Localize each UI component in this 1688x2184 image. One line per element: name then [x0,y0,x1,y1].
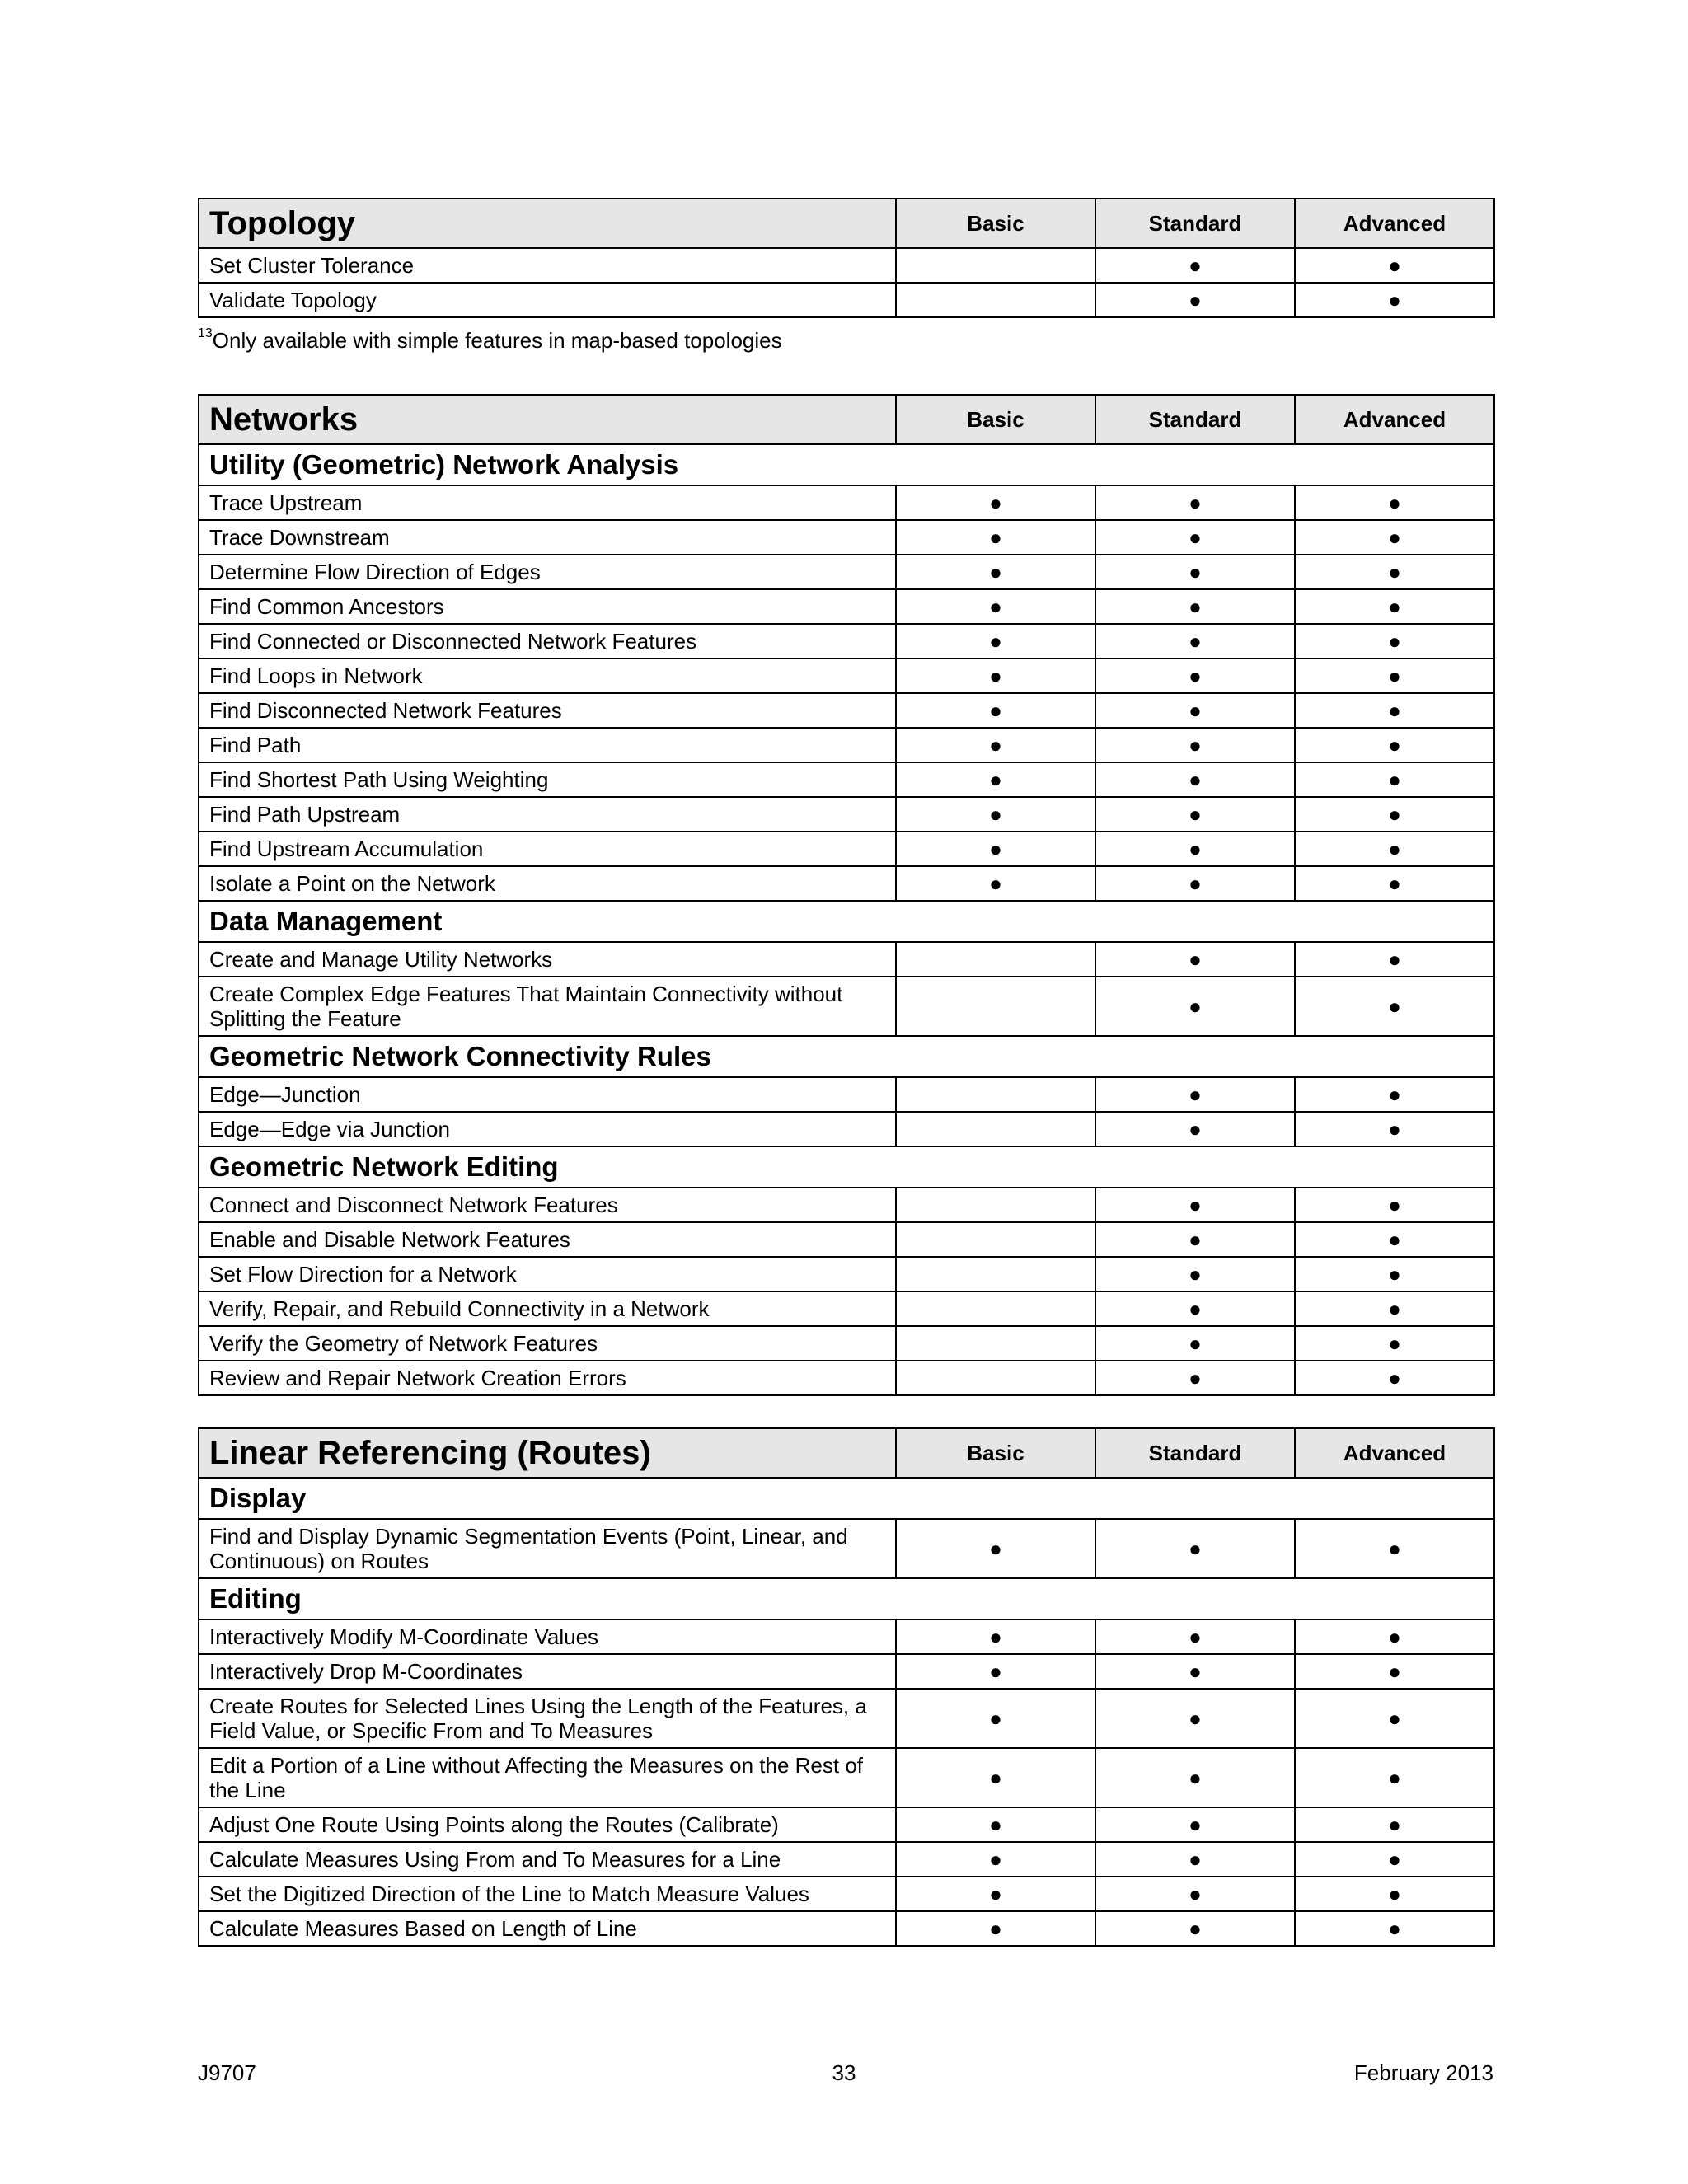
table-header-row [199,395,1494,444]
feature-label: Isolate a Point on the Network [199,866,896,901]
feature-label: Set Cluster Tolerance [199,248,896,283]
table-row [199,589,1494,624]
availability-dot: ● [989,490,1002,515]
availability-dot: ● [1189,1882,1202,1906]
table-row [199,866,1494,901]
table-row [199,1911,1494,1946]
availability-dot: ● [989,594,1002,619]
availability-cell-standard [1095,589,1295,624]
feature-label: Edit a Portion of a Line without Affecting the Measures on the Rest of the Line [199,1748,896,1807]
feature-table-2 [198,1427,1495,1947]
availability-cell-standard [1095,693,1295,728]
footnote [198,328,782,354]
table-row [199,797,1494,832]
availability-dot: ● [1388,733,1401,757]
availability-cell-basic [896,555,1095,589]
availability-cell-basic [896,1689,1095,1748]
availability-cell-advanced [1295,728,1494,762]
table-row [199,1519,1494,1578]
availability-dot: ● [989,1812,1002,1837]
table-row [199,1842,1494,1877]
availability-cell-basic [896,283,1095,317]
feature-label: Trace Downstream [199,520,896,555]
availability-cell-basic [896,658,1095,693]
feature-label: Edge—Edge via Junction [199,1112,896,1146]
availability-cell-basic [896,866,1095,901]
feature-label: Connect and Disconnect Network Features [199,1188,896,1222]
availability-cell-standard [1095,762,1295,797]
availability-cell-advanced [1295,1619,1494,1654]
availability-dot: ● [1388,698,1401,723]
availability-cell-standard [1095,1112,1295,1146]
table-row [199,520,1494,555]
feature-label: Find Disconnected Network Features [199,693,896,728]
availability-cell-advanced [1295,1077,1494,1112]
feature-label: Verify the Geometry of Network Features [199,1326,896,1361]
column-header-standard: Standard [1095,199,1295,248]
availability-cell-advanced [1295,283,1494,317]
availability-cell-standard [1095,1911,1295,1946]
availability-cell-advanced [1295,1222,1494,1257]
availability-dot: ● [1388,1765,1401,1790]
availability-dot: ● [1189,1331,1202,1356]
feature-label: Enable and Disable Network Features [199,1222,896,1257]
availability-dot: ● [1189,1624,1202,1649]
availability-cell-standard [1095,728,1295,762]
availability-cell-standard [1095,1291,1295,1326]
availability-cell-advanced [1295,1291,1494,1326]
feature-label: Create and Manage Utility Networks [199,942,896,977]
availability-cell-standard [1095,1807,1295,1842]
table-row [199,1291,1494,1326]
availability-dot: ● [1388,253,1401,278]
availability-cell-basic [896,1842,1095,1877]
availability-cell-basic [896,762,1095,797]
table-row [199,1689,1494,1748]
availability-cell-standard [1095,1361,1295,1395]
availability-cell-advanced [1295,797,1494,832]
feature-label: Edge—Junction [199,1077,896,1112]
footer-document-id: J9707 [198,2060,256,2085]
availability-dot: ● [1189,733,1202,757]
availability-dot: ● [1388,802,1401,827]
availability-dot: ● [1189,947,1202,972]
table-row [199,624,1494,658]
availability-cell-advanced [1295,977,1494,1036]
table-row [199,1361,1494,1395]
availability-cell-basic [896,485,1095,520]
availability-dot: ● [989,1765,1002,1790]
availability-dot: ● [1189,1765,1202,1790]
feature-label: Interactively Modify M-Coordinate Values [199,1619,896,1654]
feature-label: Find Shortest Path Using Weighting [199,762,896,797]
table-row [199,728,1494,762]
availability-cell-standard [1095,485,1295,520]
availability-dot: ● [989,871,1002,896]
availability-dot: ● [1388,1706,1401,1731]
availability-cell-basic [896,977,1095,1036]
table-row [199,1326,1494,1361]
availability-cell-advanced [1295,1257,1494,1291]
availability-cell-advanced [1295,248,1494,283]
availability-cell-advanced [1295,1519,1494,1578]
availability-cell-standard [1095,1877,1295,1911]
availability-cell-advanced [1295,942,1494,977]
availability-cell-standard [1095,1654,1295,1689]
feature-label: Adjust One Route Using Points along the Routes (Calibrate) [199,1807,896,1842]
availability-cell-advanced [1295,832,1494,866]
availability-cell-basic [896,1654,1095,1689]
availability-cell-advanced [1295,1112,1494,1146]
availability-cell-advanced [1295,1326,1494,1361]
table-row [199,283,1494,317]
availability-cell-advanced [1295,693,1494,728]
availability-dot: ● [1388,1847,1401,1872]
feature-label: Trace Upstream [199,485,896,520]
availability-dot: ● [1388,1882,1401,1906]
availability-dot: ● [989,560,1002,584]
section-heading-row [199,901,1494,942]
footnote-text: Only available with simple features in map-based topologies [212,328,782,353]
availability-cell-advanced [1295,1748,1494,1807]
availability-dot: ● [1189,1117,1202,1141]
availability-dot: ● [1189,1262,1202,1286]
availability-dot: ● [1189,1847,1202,1872]
table-row [199,485,1494,520]
availability-cell-basic [896,1519,1095,1578]
availability-dot: ● [1388,1227,1401,1252]
column-header-basic: Basic [896,1428,1095,1478]
feature-label: Find Path Upstream [199,797,896,832]
availability-cell-standard [1095,624,1295,658]
section-heading-row [199,1578,1494,1619]
availability-cell-standard [1095,977,1295,1036]
availability-cell-basic [896,1222,1095,1257]
availability-dot: ● [1189,629,1202,654]
feature-table-0 [198,198,1495,318]
availability-dot: ● [1388,663,1401,688]
availability-dot: ● [1388,1366,1401,1390]
feature-label: Interactively Drop M-Coordinates [199,1654,896,1689]
table-row [199,658,1494,693]
availability-cell-standard [1095,832,1295,866]
availability-cell-basic [896,1112,1095,1146]
availability-cell-standard [1095,1748,1295,1807]
availability-cell-advanced [1295,1911,1494,1946]
availability-dot: ● [1189,698,1202,723]
availability-cell-standard [1095,248,1295,283]
availability-cell-basic [896,728,1095,762]
availability-dot: ● [1189,1227,1202,1252]
availability-cell-advanced [1295,485,1494,520]
availability-cell-standard [1095,1222,1295,1257]
availability-cell-advanced [1295,658,1494,693]
availability-cell-advanced [1295,1689,1494,1748]
availability-dot: ● [1189,560,1202,584]
availability-dot: ● [989,1536,1002,1561]
availability-dot: ● [1189,1659,1202,1684]
table-row [199,1112,1494,1146]
availability-cell-advanced [1295,520,1494,555]
table-row [199,1222,1494,1257]
section-heading: Geometric Network Connectivity Rules [199,1036,1494,1077]
availability-dot: ● [1388,1916,1401,1941]
availability-dot: ● [1388,1536,1401,1561]
feature-label: Verify, Repair, and Rebuild Connectivity in a Network [199,1291,896,1326]
availability-dot: ● [1388,1624,1401,1649]
availability-dot: ● [989,1706,1002,1731]
availability-dot: ● [1189,1366,1202,1390]
availability-dot: ● [1189,994,1202,1019]
availability-dot: ● [1189,525,1202,550]
availability-dot: ● [1388,767,1401,792]
availability-cell-standard [1095,1257,1295,1291]
availability-cell-basic [896,589,1095,624]
table-row [199,248,1494,283]
availability-cell-advanced [1295,1361,1494,1395]
availability-dot: ● [1189,767,1202,792]
availability-dot: ● [1189,837,1202,861]
availability-dot: ● [1388,1659,1401,1684]
availability-cell-basic [896,1291,1095,1326]
availability-dot: ● [1189,871,1202,896]
table-row [199,1654,1494,1689]
section-heading: Data Management [199,901,1494,942]
feature-label: Find and Display Dynamic Segmentation Events (Point, Linear, and Continuous) on Routes [199,1519,896,1578]
availability-dot: ● [989,525,1002,550]
availability-cell-standard [1095,797,1295,832]
availability-cell-basic [896,520,1095,555]
availability-cell-standard [1095,1519,1295,1578]
feature-label: Find Path [199,728,896,762]
feature-label: Find Upstream Accumulation [199,832,896,866]
column-header-advanced: Advanced [1295,395,1494,444]
availability-cell-standard [1095,1619,1295,1654]
availability-dot: ● [1388,1331,1401,1356]
availability-dot: ● [1388,525,1401,550]
availability-dot: ● [1189,1193,1202,1217]
availability-cell-standard [1095,1689,1295,1748]
availability-dot: ● [989,767,1002,792]
column-header-advanced: Advanced [1295,1428,1494,1478]
section-heading: Display [199,1478,1494,1519]
section-heading: Editing [199,1578,1494,1619]
availability-cell-basic [896,1807,1095,1842]
availability-dot: ● [1388,994,1401,1019]
availability-cell-standard [1095,942,1295,977]
table-row [199,832,1494,866]
availability-cell-advanced [1295,762,1494,797]
availability-cell-advanced [1295,1654,1494,1689]
table-row [199,1877,1494,1911]
availability-dot: ● [989,733,1002,757]
table-header-row [199,1428,1494,1478]
table-row [199,1257,1494,1291]
availability-cell-basic [896,1257,1095,1291]
table-row [199,942,1494,977]
availability-cell-standard [1095,1077,1295,1112]
availability-dot: ● [1388,629,1401,654]
table-title: Networks [199,395,896,444]
table-row [199,977,1494,1036]
availability-dot: ● [1388,1262,1401,1286]
column-header-standard: Standard [1095,395,1295,444]
column-header-standard: Standard [1095,1428,1295,1478]
availability-cell-basic [896,1748,1095,1807]
feature-label: Validate Topology [199,283,896,317]
section-heading-row [199,1478,1494,1519]
feature-label: Find Common Ancestors [199,589,896,624]
section-heading-row [199,444,1494,485]
availability-dot: ● [989,1882,1002,1906]
section-heading-row [199,1036,1494,1077]
feature-label: Calculate Measures Using From and To Measures for a Line [199,1842,896,1877]
availability-dot: ● [1388,1082,1401,1107]
feature-label: Find Loops in Network [199,658,896,693]
table-row [199,693,1494,728]
feature-label: Review and Repair Network Creation Errors [199,1361,896,1395]
availability-dot: ● [989,1624,1002,1649]
feature-label: Create Complex Edge Features That Maintain Connectivity without Splitting the Feature [199,977,896,1036]
feature-label: Determine Flow Direction of Edges [199,555,896,589]
availability-dot: ● [1388,1812,1401,1837]
table-row [199,555,1494,589]
availability-cell-standard [1095,555,1295,589]
feature-label: Find Connected or Disconnected Network Features [199,624,896,658]
availability-cell-standard [1095,283,1295,317]
availability-dot: ● [989,802,1002,827]
availability-cell-basic [896,942,1095,977]
availability-cell-basic [896,1877,1095,1911]
availability-cell-advanced [1295,589,1494,624]
footer-date: February 2013 [1353,2060,1493,2085]
table-title: Topology [199,199,896,248]
column-header-basic: Basic [896,199,1095,248]
availability-dot: ● [1189,1296,1202,1321]
availability-cell-basic [896,1188,1095,1222]
availability-cell-basic [896,832,1095,866]
availability-dot: ● [989,1659,1002,1684]
availability-dot: ● [989,1847,1002,1872]
availability-cell-basic [896,1619,1095,1654]
availability-dot: ● [1388,288,1401,312]
section-heading: Geometric Network Editing [199,1146,1494,1188]
table-row [199,1188,1494,1222]
availability-dot: ● [1189,1916,1202,1941]
availability-dot: ● [1189,490,1202,515]
availability-cell-standard [1095,866,1295,901]
availability-cell-advanced [1295,1877,1494,1911]
availability-cell-basic [896,248,1095,283]
availability-dot: ● [989,1916,1002,1941]
availability-cell-basic [896,1326,1095,1361]
table-header-row [199,199,1494,248]
availability-dot: ● [1189,1706,1202,1731]
availability-cell-basic [896,1361,1095,1395]
availability-cell-basic [896,1911,1095,1946]
availability-dot: ● [1388,837,1401,861]
availability-cell-basic [896,693,1095,728]
availability-dot: ● [1388,1193,1401,1217]
availability-cell-advanced [1295,1842,1494,1877]
availability-dot: ● [1189,1536,1202,1561]
availability-dot: ● [1388,871,1401,896]
availability-cell-basic [896,624,1095,658]
availability-cell-advanced [1295,624,1494,658]
column-header-basic: Basic [896,395,1095,444]
table-row [199,1807,1494,1842]
availability-dot: ● [1189,253,1202,278]
table-row [199,762,1494,797]
availability-dot: ● [989,837,1002,861]
feature-label: Calculate Measures Based on Length of Line [199,1911,896,1946]
availability-cell-basic [896,797,1095,832]
availability-dot: ● [1189,594,1202,619]
availability-cell-standard [1095,1188,1295,1222]
availability-dot: ● [1388,1117,1401,1141]
table-row [199,1619,1494,1654]
column-header-advanced: Advanced [1295,199,1494,248]
availability-dot: ● [1189,802,1202,827]
feature-label: Create Routes for Selected Lines Using the Length of the Features, a Field Value, or Specific From and To Measures [199,1689,896,1748]
availability-dot: ● [989,698,1002,723]
availability-cell-advanced [1295,555,1494,589]
availability-cell-standard [1095,1326,1295,1361]
availability-dot: ● [1189,663,1202,688]
availability-dot: ● [1388,594,1401,619]
feature-table-1 [198,394,1495,1396]
availability-dot: ● [1189,1082,1202,1107]
availability-cell-basic [896,1077,1095,1112]
availability-dot: ● [1388,1296,1401,1321]
availability-cell-advanced [1295,1807,1494,1842]
availability-dot: ● [1189,1812,1202,1837]
footer-page-number: 33 [832,2060,856,2085]
availability-dot: ● [989,663,1002,688]
availability-dot: ● [1388,560,1401,584]
table-row [199,1748,1494,1807]
section-heading: Utility (Geometric) Network Analysis [199,444,1494,485]
availability-cell-advanced [1295,1188,1494,1222]
availability-cell-standard [1095,658,1295,693]
feature-label: Set Flow Direction for a Network [199,1257,896,1291]
footnote-number: 13 [198,326,213,340]
availability-cell-standard [1095,520,1295,555]
availability-cell-advanced [1295,866,1494,901]
availability-dot: ● [1388,490,1401,515]
table-title: Linear Referencing (Routes) [199,1428,896,1478]
availability-dot: ● [989,629,1002,654]
table-row [199,1077,1494,1112]
feature-label: Set the Digitized Direction of the Line to Match Measure Values [199,1877,896,1911]
section-heading-row [199,1146,1494,1188]
availability-cell-standard [1095,1842,1295,1877]
availability-dot: ● [1388,947,1401,972]
availability-dot: ● [1189,288,1202,312]
